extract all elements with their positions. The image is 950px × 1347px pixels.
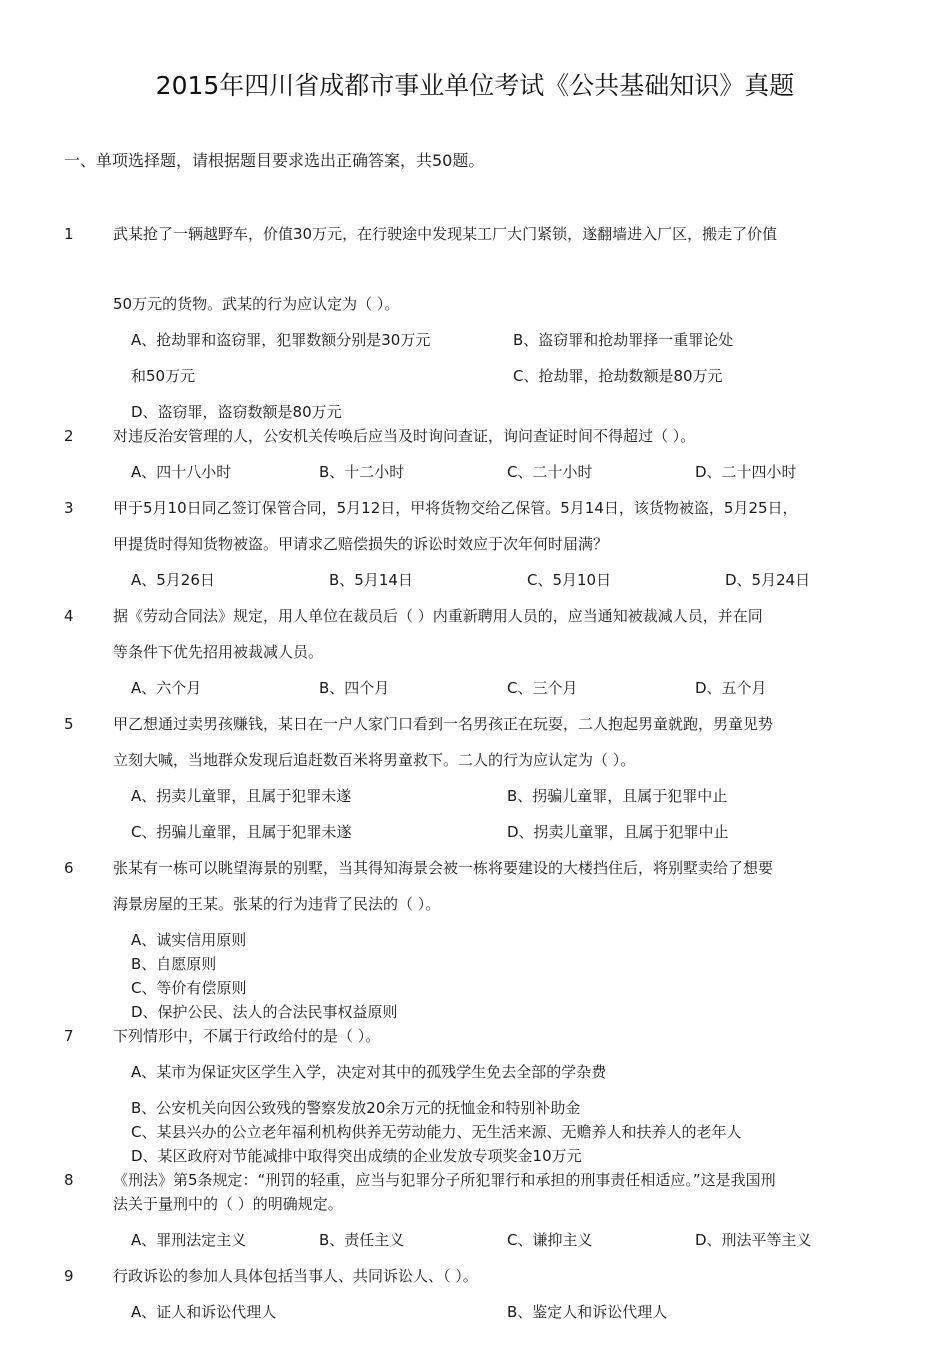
question-text: 《刑法》第5条规定：“刑罚的轻重，应当与犯罪分子所犯罪行和承担的刑事责任相适应。”这是我国刑 bbox=[113, 1171, 776, 1189]
question-text: 武某抢了一辆越野车，价值30万元，在行驶途中发现某工厂大门紧锁，遂翻墙进入厂区，搬走了价值 bbox=[113, 225, 778, 243]
option: A、四十八小时 bbox=[131, 463, 232, 481]
option: A、某市为保证灾区学生入学，决定对其中的孤残学生免去全部的学杂费 bbox=[131, 1063, 607, 1081]
option: C、拐骗儿童罪，且属于犯罪未遂 bbox=[131, 823, 352, 841]
option: C、等价有偿原则 bbox=[131, 979, 247, 997]
option: 和50万元 bbox=[131, 367, 196, 385]
question-text: 张某有一栋可以眺望海景的别墅，当其得知海景会被一栋将要建设的大楼挡住后，将别墅卖给了想要 bbox=[113, 859, 774, 877]
option: B、责任主义 bbox=[319, 1231, 405, 1249]
option: B、四个月 bbox=[319, 679, 390, 697]
option: D、五个月 bbox=[695, 679, 767, 697]
option: B、鉴定人和诉讼代理人 bbox=[507, 1303, 668, 1321]
question-text: 50万元的货物。武某的行为应认定为（ ）。 bbox=[113, 295, 400, 313]
question-text: 行政诉讼的参加人具体包括当事人、共同诉讼人、（ ）。 bbox=[113, 1267, 478, 1285]
question-text: 海景房屋的王某。张某的行为违背了民法的（ ）。 bbox=[113, 895, 441, 913]
option: B、盗窃罪和抢劫罪择一重罪论处 bbox=[513, 331, 734, 349]
section-heading: 一、单项选择题，请根据题目要求选出正确答案，共50题。 bbox=[64, 151, 485, 170]
question-number: 9 bbox=[64, 1267, 74, 1285]
question-number: 5 bbox=[64, 715, 74, 733]
option: B、自愿原则 bbox=[131, 955, 217, 973]
option: B、十二小时 bbox=[319, 463, 405, 481]
option: B、公安机关向因公致残的警察发放20余万元的抚恤金和特别补助金 bbox=[131, 1099, 581, 1117]
option: B、5月14日 bbox=[329, 571, 413, 589]
option: A、诚实信用原则 bbox=[131, 931, 247, 949]
option: D、某区政府对节能减排中取得突出成绩的企业发放专项奖金10万元 bbox=[131, 1147, 582, 1165]
question-text: 立刻大喊，当地群众发现后追赶数百米将男童救下。二人的行为应认定为（ ）。 bbox=[113, 751, 636, 769]
question-text: 据《劳动合同法》规定，用人单位在裁员后（ ）内重新聘用人员的，应当通知被裁减人员，并在同 bbox=[113, 607, 763, 625]
question-text: 下列情形中，不属于行政给付的是（ ）。 bbox=[113, 1027, 381, 1045]
question-number: 4 bbox=[64, 607, 74, 625]
option: C、三个月 bbox=[507, 679, 578, 697]
option: A、抢劫罪和盗窃罪，犯罪数额分别是30万元 bbox=[131, 331, 431, 349]
question-text: 甲提货时得知货物被盗。甲请求乙赔偿损失的诉讼时效应于次年何时届满？ bbox=[113, 535, 609, 553]
question-number: 7 bbox=[64, 1027, 74, 1045]
option: A、5月26日 bbox=[131, 571, 215, 589]
question-number: 2 bbox=[64, 427, 74, 445]
page-title: 2015年四川省成都市事业单位考试《公共基础知识》真题 bbox=[155, 71, 795, 100]
option: C、谦抑主义 bbox=[507, 1231, 593, 1249]
option: A、拐卖儿童罪，且属于犯罪未遂 bbox=[131, 787, 352, 805]
option: D、二十四小时 bbox=[695, 463, 797, 481]
question-number: 3 bbox=[64, 499, 74, 517]
option: C、5月10日 bbox=[527, 571, 612, 589]
option: C、某县兴办的公立老年福利机构供养无劳动能力、无生活来源、无赡养人和扶养人的老年人 bbox=[131, 1123, 742, 1141]
option: D、盗窃罪，盗窃数额是80万元 bbox=[131, 403, 342, 421]
question-text: 法关于量刑中的（ ）的明确规定。 bbox=[113, 1195, 343, 1213]
option: B、拐骗儿童罪，且属于犯罪中止 bbox=[507, 787, 728, 805]
question-text: 等条件下优先招用被裁减人员。 bbox=[113, 643, 324, 661]
option: D、保护公民、法人的合法民事权益原则 bbox=[131, 1003, 398, 1021]
option: A、六个月 bbox=[131, 679, 202, 697]
option: A、证人和诉讼代理人 bbox=[131, 1303, 277, 1321]
question-number: 8 bbox=[64, 1171, 74, 1189]
option: C、二十小时 bbox=[507, 463, 593, 481]
option: D、刑法平等主义 bbox=[695, 1231, 812, 1249]
option: D、5月24日 bbox=[725, 571, 811, 589]
question-text: 甲于5月10日同乙签订保管合同，5月12日，甲将货物交给乙保管。5月14日，该货物被盗，5月25日， bbox=[113, 499, 798, 517]
option: C、抢劫罪，抢劫数额是80万元 bbox=[513, 367, 723, 385]
option: D、拐卖儿童罪，且属于犯罪中止 bbox=[507, 823, 729, 841]
question-number: 1 bbox=[64, 225, 74, 243]
question-text: 甲乙想通过卖男孩赚钱，某日在一户人家门口看到一名男孩正在玩耍，二人抱起男童就跑，男童见势 bbox=[113, 715, 774, 733]
question-text: 对违反治安管理的人，公安机关传唤后应当及时询问查证，询问查证时间不得超过（ ）。 bbox=[113, 427, 696, 445]
option: A、罪刑法定主义 bbox=[131, 1231, 247, 1249]
question-number: 6 bbox=[64, 859, 74, 877]
